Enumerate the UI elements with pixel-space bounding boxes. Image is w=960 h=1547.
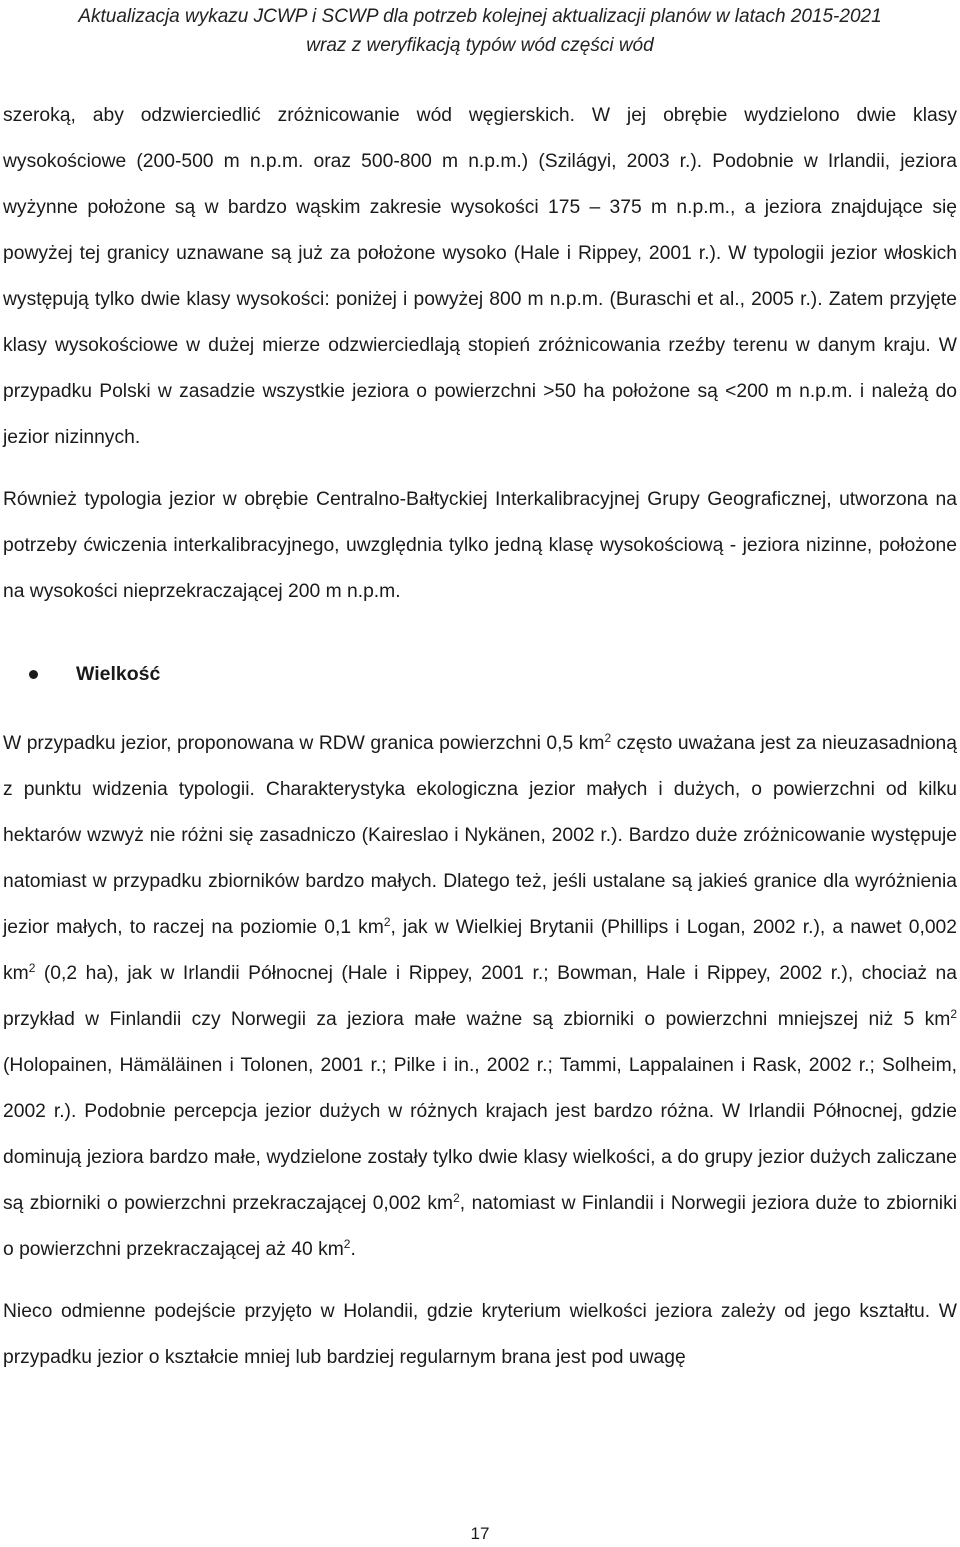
section-title: Wielkość bbox=[76, 663, 161, 685]
paragraph-netherlands: Nieco odmienne podejście przyjęto w Holandii, gdzie kryterium wielkości jeziora zależy od jego kształtu. W przypadku jezior o kształcie mniej lub bardziej regularnym brana jest pod uwagę bbox=[3, 1301, 957, 1368]
page-number: 17 bbox=[470, 1524, 490, 1543]
paragraph-baltic-typology: Również typologia jezior w obrębie Centralno-Bałtyckiej Interkalibracyjnej Grupy Geograficznej, utworzona na potrzeby ćwiczenia interkalibracyjnego, uwzględnia tylko jedną klasę wysokościową - jeziora nizinne, położone na wysokości nieprzekraczającej 200 m n.p.m. bbox=[3, 489, 957, 602]
superscript: 2 bbox=[950, 1007, 957, 1021]
superscript: 2 bbox=[604, 731, 612, 745]
paragraph-lake-size bbox=[3, 721, 957, 1273]
paragraph-altitude-classes: szeroką, aby odzwierciedlić zróżnicowanie wód węgierskich. W jej obrębie wydzielono dwie klasy wysokościowe (200-500 m n.p.m. oraz 500-800 m n.p.m.) (Szilágyi, 2003 r.). Podobnie w Irlandii, jeziora wyżynne położone są w bardzo wąskim zakresie wysokości 175 – 375 m n.p.m., a jeziora znajdujące się powyżej tej granicy uznawane są już za położone wysoko (Hale i Rippey, 2001 r.). W typologii jezior włoskich występują tylko dwie klasy wysokości: poniżej i powyżej 800 m n.p.m. (Buraschi et al., 2005 r.). Zatem przyjęte klasy wysokościowe w dużej mierze odzwierciedlają stopień zróżnicowania rzeźby terenu w danym kraju. W przypadku Polski w zasadzie wszystkie jeziora o powierzchni >50 ha położone są <200 m n.p.m. i należą do jezior nizinnych. bbox=[3, 105, 957, 448]
superscript: 2 bbox=[28, 961, 36, 975]
text-segment: , natomiast w Finlandii i Norwegii jeziora duże to zbiorniki o powierzchni przekraczającej aż 40 km bbox=[3, 1193, 957, 1260]
section-heading-size bbox=[3, 659, 957, 689]
text-segment: (Holopainen, Hämäläinen i Tolonen, 2001 r.; Pilke i in., 2002 r.; Tammi, Lappalainen i Rask, 2002 r.; Solheim, 2002 r.). Podobnie percepcja jezior dużych w różnych krajach jest bardzo różna. W Irlandii Północnej, gdzie dominują jeziora bardzo małe, wydzielone zostały tylko dwie klasy wielkości, a do grupy jezior dużych zaliczane są zbiorniki o powierzchni przekraczającej 0,002 km bbox=[3, 1055, 957, 1214]
superscript: 2 bbox=[383, 915, 391, 929]
document-body bbox=[3, 93, 957, 1381]
header-line-1: Aktualizacja wykazu JCWP i SCWP dla potrzeb kolejnej aktualizacji planów w latach 2015-2021 bbox=[78, 6, 882, 27]
text-segment: . bbox=[350, 1239, 356, 1260]
text-segment: , jak w Wielkiej Brytanii (Phillips i Logan, 2002 r.), a nawet 0,002 km bbox=[3, 917, 957, 984]
header-line-2: wraz z weryfikacją typów wód części wód bbox=[306, 35, 654, 56]
bullet-icon bbox=[29, 670, 38, 679]
superscript: 2 bbox=[343, 1237, 351, 1251]
superscript: 2 bbox=[453, 1191, 460, 1205]
text-segment: (0,2 ha), jak w Irlandii Północnej (Hale i Rippey, 2001 r.; Bowman, Hale i Rippey, 2002 r.), chociaż na przykład w Finlandii czy Norwegii za jeziora małe ważne są zbiorniki o powierzchni mniejszej niż 5 km bbox=[3, 963, 957, 1030]
text-segment: W przypadku jezior, proponowana w RDW granica powierzchni 0,5 km bbox=[3, 733, 605, 754]
text-segment: często uważana jest za nieuzasadnioną z punktu widzenia typologii. Charakterystyka ekologiczna jezior małych i dużych, o powierzchni od kilku hektarów wzwyż nie różni się zasadniczo (Kaireslao i Nykänen, 2002 r.). Bardzo duże zróżnicowanie występuje natomiast w przypadku zbiorników bardzo małych. Dlatego też, jeśli ustalane są jakieś granice dla wyróżnienia jezior małych, to raczej na poziomie 0,1 km bbox=[3, 733, 957, 938]
page-header bbox=[0, 2, 960, 60]
